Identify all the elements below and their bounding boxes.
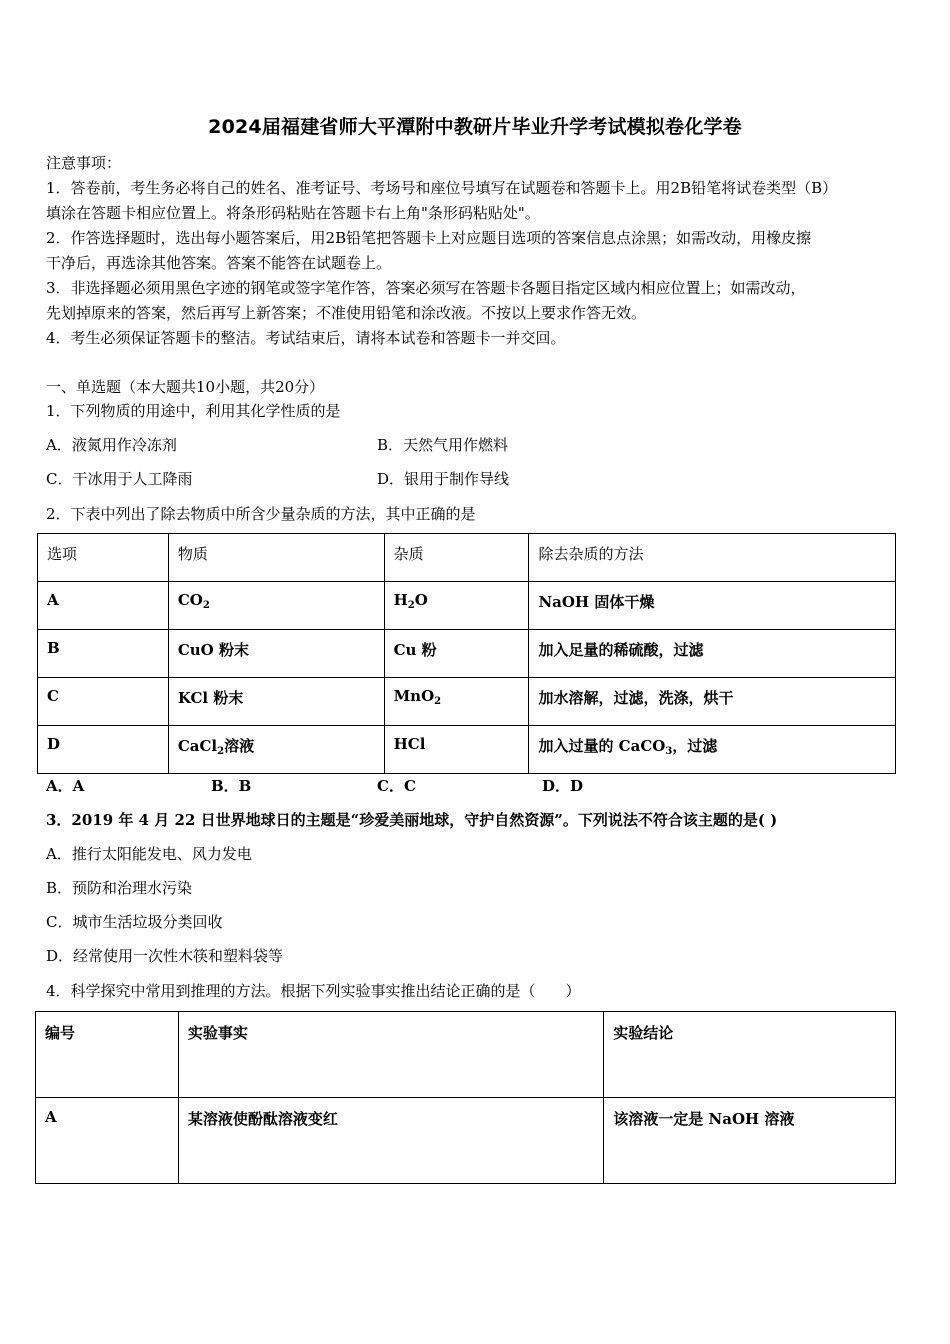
table-row [38,630,896,678]
q1-option-d: D．银用于制作导线 [377,470,510,488]
method-text: 加入足量的稀硫酸，过滤 [538,641,704,659]
question-2-stem: 2．下表中列出了除去物质中所含少量杂质的方法，其中正确的是 [46,505,476,523]
table-cell-impurity [384,726,529,774]
table-header-cell: 杂质 [384,534,529,582]
formula-text: MnO [393,687,435,705]
formula-subscript: 2 [217,746,225,757]
formula-text: KCl 粉末 [177,689,244,707]
table-cell-option: D [38,726,169,774]
page-title: 2024届福建省师大平潭附中教研片毕业升学考试模拟卷化学卷 [208,116,742,138]
table-cell-option: A [38,582,169,630]
table-row [36,1098,896,1184]
formula-text: 溶液 [224,737,255,755]
notice-line: 干净后，再选涂其他答案。答案不能答在试题卷上。 [46,254,392,272]
section-heading: 一、单选题（本大题共10小题，共20分） [46,378,325,396]
table-header-cell: 实验事实 [178,1012,603,1098]
table-cell-method [529,726,896,774]
q2-option-c: C．C [377,777,416,795]
method-text: NaOH 固体干燥 [538,593,655,611]
table-header-row [36,1012,896,1098]
notice-heading: 注意事项： [46,154,122,172]
formula-subscript: 2 [407,600,415,611]
q2-option-a: A．A [46,777,85,795]
formula-subscript: 2 [434,696,442,707]
formula-subscript: 3 [665,746,673,757]
formula-text: H [393,591,408,609]
q1-option-a: A．液氮用作冷冻剂 [46,436,177,454]
q2-option-d: D．D [542,777,584,795]
table-cell-impurity [384,678,529,726]
formula-text: O [414,591,428,609]
q3-option-b: B．预防和治理水污染 [46,879,193,897]
table-cell-fact: 某溶液使酚酞溶液变红 [178,1098,603,1184]
table-cell-method [529,678,896,726]
formula-text: CuO 粉末 [177,641,249,659]
q1-option-b: B．天然气用作燃料 [377,436,509,454]
table-cell-substance [168,726,384,774]
table-cell-substance [168,630,384,678]
question-1-stem: 1．下列物质的用途中，利用其化学性质的是 [46,402,341,420]
table-header-cell: 除去杂质的方法 [529,534,896,582]
notice-line: 填涂在答题卡相应位置上。将条形码粘贴在答题卡右上角"条形码粘贴处"。 [46,204,540,222]
table-header-cell: 选项 [38,534,169,582]
method-text: 加水溶解，过滤，洗涤，烘干 [538,689,734,707]
q2-option-b: B．B [211,777,252,795]
q3-option-d: D．经常使用一次性木筷和塑料袋等 [46,947,284,965]
q3-option-c: C．城市生活垃圾分类回收 [46,913,223,931]
table-cell-option: B [38,630,169,678]
table-row [38,582,896,630]
q3-option-a: A．推行太阳能发电、风力发电 [46,845,252,863]
table-cell-method [529,582,896,630]
table-cell-option: C [38,678,169,726]
experiment-table [35,1011,896,1184]
table-cell-impurity [384,630,529,678]
table-row [38,678,896,726]
question-4-stem: 4．科学探究中常用到推理的方法。根据下列实验事实推出结论正确的是（ ） [46,982,581,1000]
formula-text: CaCl [177,737,218,755]
table-header-cell: 实验结论 [604,1012,896,1098]
method-text: ，过滤 [672,737,718,755]
notice-line: 3．非选择题必须用黑色字迹的钢笔或签字笔作答，答案必须写在答题卡各题目指定区域内相应位置上；如需改动， [46,279,806,297]
question-3-stem: 3．2019 年 4 月 22 日世界地球日的主题是“珍爱美丽地球，守护自然资源”。下列说法不符合该主题的是( ) [46,811,778,829]
table-cell-substance [168,582,384,630]
table-header-cell: 编号 [36,1012,179,1098]
formula-text: Cu 粉 [393,641,437,659]
notice-line: 1．答卷前，考生务必将自己的姓名、准考证号、考场号和座位号填写在试题卷和答题卡上。用2B铅笔将试卷类型（B） [46,179,838,197]
impurity-table [37,533,896,774]
formula-text: CO [177,591,203,609]
table-cell-method [529,630,896,678]
notice-line: 2．作答选择题时，选出每小题答案后，用2B铅笔把答题卡上对应题目选项的答案信息点涂黑；如需改动，用橡皮擦 [46,229,812,247]
formula-subscript: 2 [202,600,210,611]
table-cell-conclusion: 该溶液一定是 NaOH 溶液 [604,1098,896,1184]
table-header-cell: 物质 [168,534,384,582]
table-header-row [38,534,896,582]
table-cell-substance [168,678,384,726]
table-row [38,726,896,774]
formula-text: HCl [393,735,426,753]
notice-line: 先划掉原来的答案，然后再写上新答案；不准使用铅笔和涂改液。不按以上要求作答无效。 [46,304,647,322]
notice-line: 4．考生必须保证答题卡的整洁。考试结束后，请将本试卷和答题卡一并交回。 [46,329,566,347]
q1-option-c: C．干冰用于人工降雨 [46,470,193,488]
table-cell-impurity [384,582,529,630]
table-cell-id: A [36,1098,179,1184]
method-text: 加入过量的 CaCO [538,737,666,755]
